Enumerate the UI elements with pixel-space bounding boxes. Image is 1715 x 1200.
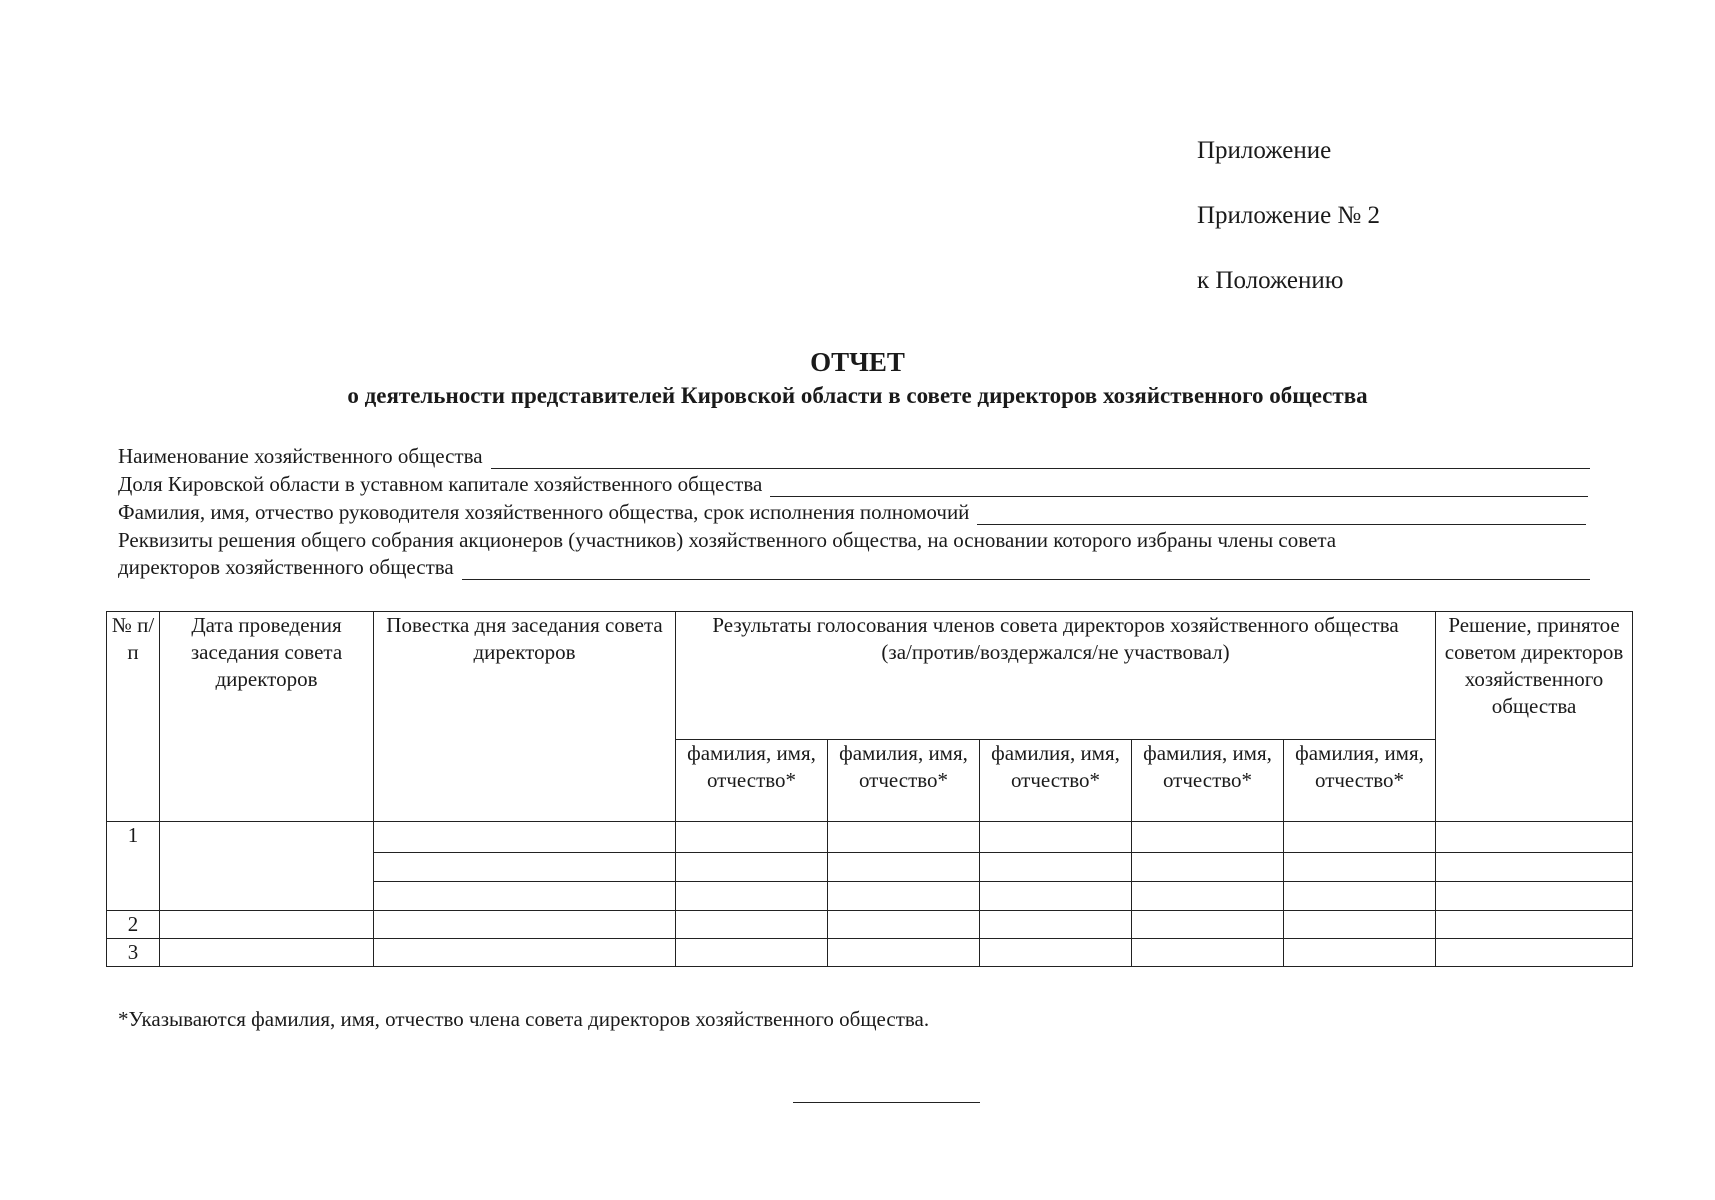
vote-cell[interactable] (676, 911, 828, 939)
footnote: *Указываются фамилия, имя, отчество члена совета директоров хозяйственного общества. (118, 1007, 930, 1031)
header-member-5: фамилия, имя, отчество* (1284, 740, 1436, 822)
decision-cell[interactable] (1436, 853, 1633, 882)
requisites-text-line: Реквизиты решения общего собрания акционеров (участников) хозяйственного общества, на основании которого избраны члены совета (118, 528, 1337, 552)
agenda-cell[interactable] (374, 822, 676, 853)
appendix-number: Приложение № 2 (1197, 202, 1381, 229)
vote-cell[interactable] (1132, 853, 1284, 882)
header-member-3: фамилия, имя, отчество* (980, 740, 1132, 822)
head-name-field (118, 499, 1586, 525)
vote-cell[interactable] (980, 939, 1132, 967)
vote-cell[interactable] (980, 822, 1132, 853)
appendix-reference: к Положению (1197, 267, 1344, 294)
row-number: 3 (107, 939, 160, 967)
requisites-label: директоров хозяйственного общества (118, 555, 454, 579)
report-subtitle: о деятельности представителей Кировской области в совете директоров хозяйственного общества (347, 383, 1368, 408)
vote-cell[interactable] (1132, 882, 1284, 911)
vote-cell[interactable] (828, 853, 980, 882)
meeting-date-cell[interactable] (160, 911, 374, 939)
vote-cell[interactable] (828, 822, 980, 853)
vote-cell[interactable] (828, 939, 980, 967)
agenda-cell[interactable] (374, 939, 676, 967)
table-row (107, 939, 1633, 967)
header-member-4: фамилия, имя, отчество* (1132, 740, 1284, 822)
vote-cell[interactable] (676, 822, 828, 853)
requisites-blank[interactable] (462, 560, 1590, 580)
agenda-cell[interactable] (374, 911, 676, 939)
header-voting-title: Результаты голосования членов совета директоров хозяйственного общества (712, 613, 1399, 637)
decision-cell[interactable] (1436, 822, 1633, 853)
header-agenda: Повестка дня заседания совета директоров (374, 612, 676, 822)
vote-cell[interactable] (980, 853, 1132, 882)
decision-cell[interactable] (1436, 911, 1633, 939)
head-name-blank[interactable] (977, 505, 1586, 525)
table-row (107, 911, 1633, 939)
meeting-date-cell[interactable] (160, 939, 374, 967)
vote-cell[interactable] (676, 939, 828, 967)
header-decision: Решение, принятое советом директоров хозяйственного общества (1436, 612, 1633, 822)
company-name-field (118, 443, 1590, 469)
row-number: 1 (107, 822, 160, 911)
header-voting-results (676, 612, 1436, 740)
report-title: ОТЧЕТ (810, 347, 905, 377)
vote-cell[interactable] (980, 882, 1132, 911)
head-name-label: Фамилия, имя, отчество руководителя хозяйственного общества, срок исполнения полномочий (118, 500, 970, 524)
report-table (106, 611, 1633, 967)
region-share-blank[interactable] (770, 477, 1588, 497)
vote-cell[interactable] (1284, 882, 1436, 911)
vote-cell[interactable] (1284, 853, 1436, 882)
header-voting-options: (за/против/воздержался/не участвовал) (881, 640, 1230, 664)
decision-cell[interactable] (1436, 939, 1633, 967)
vote-cell[interactable] (676, 853, 828, 882)
header-member-1: фамилия, имя, отчество* (676, 740, 828, 822)
appendix-label: Приложение (1197, 137, 1332, 164)
vote-cell[interactable] (676, 882, 828, 911)
agenda-cell[interactable] (374, 882, 676, 911)
vote-cell[interactable] (1132, 911, 1284, 939)
end-divider (793, 1102, 980, 1103)
company-name-label: Наименование хозяйственного общества (118, 444, 483, 468)
agenda-cell[interactable] (374, 853, 676, 882)
vote-cell[interactable] (1132, 939, 1284, 967)
vote-cell[interactable] (1284, 911, 1436, 939)
table-row (107, 822, 1633, 853)
header-member-2: фамилия, имя, отчество* (828, 740, 980, 822)
decision-cell[interactable] (1436, 882, 1633, 911)
vote-cell[interactable] (980, 911, 1132, 939)
vote-cell[interactable] (1284, 939, 1436, 967)
requisites-field (118, 554, 1590, 580)
vote-cell[interactable] (1284, 822, 1436, 853)
region-share-label: Доля Кировской области в уставном капитале хозяйственного общества (118, 472, 763, 496)
company-name-blank[interactable] (491, 449, 1590, 469)
vote-cell[interactable] (828, 911, 980, 939)
meeting-date-cell[interactable] (160, 822, 374, 911)
row-number: 2 (107, 911, 160, 939)
vote-cell[interactable] (828, 882, 980, 911)
vote-cell[interactable] (1132, 822, 1284, 853)
region-share-field (118, 471, 1588, 497)
header-meeting-date: Дата проведения заседания совета директоров (160, 612, 374, 822)
header-number: № п/п (107, 612, 160, 822)
